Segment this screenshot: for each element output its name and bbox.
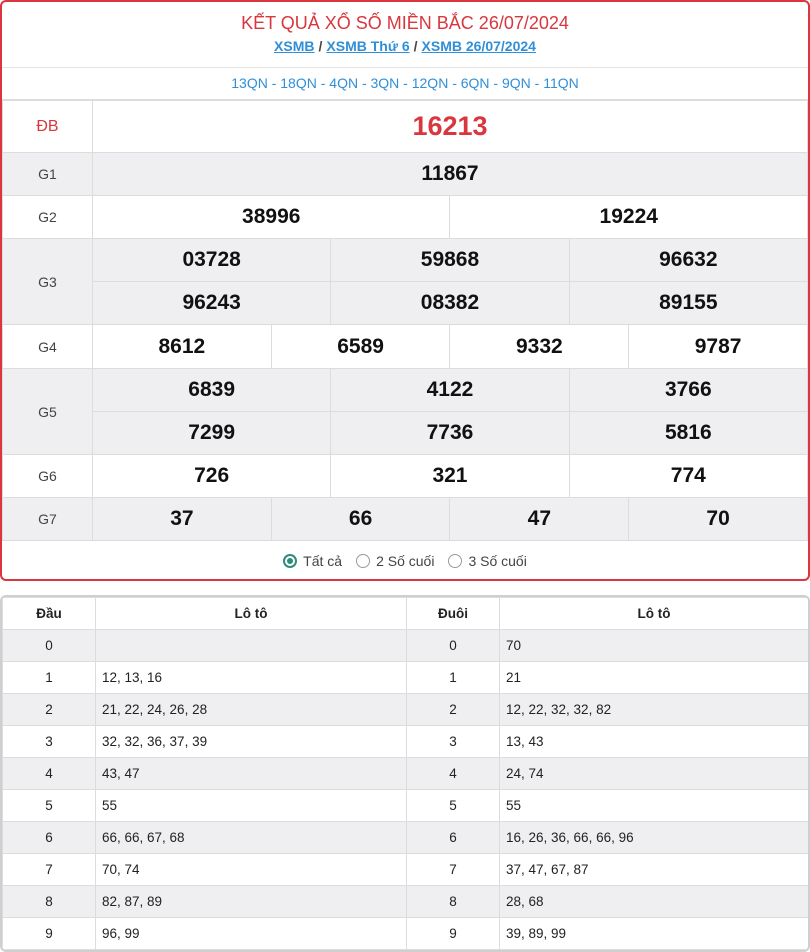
dau-cell: 7: [3, 854, 96, 886]
dau-cell: 5: [3, 790, 96, 822]
duoi-cell: 2: [407, 694, 500, 726]
duoi-loto-cell: 12, 22, 32, 32, 82: [500, 694, 809, 726]
prize-row-g6: [3, 455, 808, 498]
prize-number: 7299: [93, 412, 331, 455]
prize-number: 59868: [331, 239, 569, 282]
table-row: [3, 822, 809, 854]
loto-header-row: [3, 598, 809, 630]
duoi-loto-cell: 70: [500, 630, 809, 662]
breadcrumb-separator: /: [318, 38, 323, 54]
prize-number: 96243: [93, 282, 331, 325]
prize-number: 11867: [93, 153, 808, 196]
breadcrumb-xsmb-thu6[interactable]: XSMB Thứ 6: [326, 38, 410, 54]
prize-number: 774: [569, 455, 807, 498]
ticket-codes: 13QN - 18QN - 4QN - 3QN - 12QN - 6QN - 9QN - 11QN: [2, 68, 808, 100]
prize-row-g7: [3, 498, 808, 541]
breadcrumb-xsmb[interactable]: XSMB: [274, 38, 315, 54]
prize-row-g5: [3, 369, 808, 412]
duoi-cell: 9: [407, 918, 500, 950]
prize-number: 16213: [93, 101, 808, 153]
prize-number: 96632: [569, 239, 807, 282]
dau-cell: 8: [3, 886, 96, 918]
table-row: [3, 918, 809, 950]
prize-row-db: [3, 101, 808, 153]
prize-label: G5: [3, 369, 93, 455]
dau-loto-cell: 32, 32, 36, 37, 39: [96, 726, 407, 758]
prize-number: 4122: [331, 369, 569, 412]
prize-number: 8612: [93, 325, 272, 369]
prize-table: [2, 100, 808, 541]
prize-label: G1: [3, 153, 93, 196]
table-row: [3, 854, 809, 886]
duoi-cell: 6: [407, 822, 500, 854]
table-row: [3, 726, 809, 758]
filter-option-all[interactable]: [283, 553, 342, 569]
prize-number: 37: [93, 498, 272, 541]
dau-loto-cell: 55: [96, 790, 407, 822]
dau-cell: 9: [3, 918, 96, 950]
duoi-cell: 7: [407, 854, 500, 886]
dau-cell: 4: [3, 758, 96, 790]
filter-option-3-digits[interactable]: [448, 553, 526, 569]
prize-row-g1: [3, 153, 808, 196]
table-row: [3, 790, 809, 822]
prize-label: G2: [3, 196, 93, 239]
dau-loto-cell: 12, 13, 16: [96, 662, 407, 694]
duoi-cell: 0: [407, 630, 500, 662]
prize-number: 6839: [93, 369, 331, 412]
prize-row-g5b: [3, 412, 808, 455]
duoi-loto-cell: 24, 74: [500, 758, 809, 790]
prize-label: ĐB: [3, 101, 93, 153]
prize-number: 08382: [331, 282, 569, 325]
dau-cell: 2: [3, 694, 96, 726]
prize-number: 5816: [569, 412, 807, 455]
prize-number: 66: [271, 498, 450, 541]
table-row: [3, 630, 809, 662]
prize-label: G3: [3, 239, 93, 325]
loto-table: [2, 597, 809, 950]
duoi-loto-cell: 55: [500, 790, 809, 822]
dau-loto-cell: 82, 87, 89: [96, 886, 407, 918]
filter-option-2-digits[interactable]: [356, 553, 434, 569]
duoi-cell: 8: [407, 886, 500, 918]
prize-number: 6589: [271, 325, 450, 369]
radio-icon[interactable]: [356, 554, 370, 568]
duoi-loto-cell: 37, 47, 67, 87: [500, 854, 809, 886]
column-header-loto: Lô tô: [96, 598, 407, 630]
loto-panel: [0, 595, 810, 952]
prize-row-g3: [3, 239, 808, 282]
prize-label: G4: [3, 325, 93, 369]
dau-cell: 6: [3, 822, 96, 854]
filter-label: 2 Số cuối: [376, 553, 435, 569]
page-title: KẾT QUẢ XỔ SỐ MIỀN BẮC 26/07/2024: [241, 13, 569, 33]
duoi-cell: 3: [407, 726, 500, 758]
table-row: [3, 758, 809, 790]
radio-checked-icon[interactable]: [283, 554, 297, 568]
prize-number: 9787: [629, 325, 808, 369]
filter-label: 3 Số cuối: [468, 553, 527, 569]
prize-number: 321: [331, 455, 569, 498]
duoi-loto-cell: 13, 43: [500, 726, 809, 758]
loto-body: [3, 630, 809, 950]
prize-number: 89155: [569, 282, 807, 325]
duoi-cell: 5: [407, 790, 500, 822]
column-header-duoi: Đuôi: [407, 598, 500, 630]
prize-row-g2: [3, 196, 808, 239]
prize-number: 70: [629, 498, 808, 541]
prize-number: 38996: [93, 196, 450, 239]
prize-number: 03728: [93, 239, 331, 282]
duoi-loto-cell: 21: [500, 662, 809, 694]
prize-row-g3b: [3, 282, 808, 325]
breadcrumb-separator: /: [413, 38, 418, 54]
prize-number: 19224: [450, 196, 808, 239]
duoi-cell: 1: [407, 662, 500, 694]
filter-label: Tất cả: [303, 553, 343, 569]
dau-loto-cell: 66, 66, 67, 68: [96, 822, 407, 854]
table-row: [3, 886, 809, 918]
dau-loto-cell: 43, 47: [96, 758, 407, 790]
dau-cell: 1: [3, 662, 96, 694]
breadcrumb-xsmb-date[interactable]: XSMB 26/07/2024: [421, 38, 536, 54]
title-section: [2, 2, 808, 68]
duoi-loto-cell: 16, 26, 36, 66, 66, 96: [500, 822, 809, 854]
column-header-loto: Lô tô: [500, 598, 809, 630]
dau-loto-cell: 96, 99: [96, 918, 407, 950]
dau-loto-cell: [96, 630, 407, 662]
prize-number: 47: [450, 498, 629, 541]
prize-number: 7736: [331, 412, 569, 455]
prize-label: G6: [3, 455, 93, 498]
prize-label: G7: [3, 498, 93, 541]
prize-row-g4: [3, 325, 808, 369]
dau-loto-cell: 70, 74: [96, 854, 407, 886]
prize-number: 726: [93, 455, 331, 498]
breadcrumb: [2, 38, 808, 54]
radio-icon[interactable]: [448, 554, 462, 568]
column-header-dau: Đầu: [3, 598, 96, 630]
dau-cell: 3: [3, 726, 96, 758]
dau-cell: 0: [3, 630, 96, 662]
prize-number: 9332: [450, 325, 629, 369]
duoi-cell: 4: [407, 758, 500, 790]
table-row: [3, 662, 809, 694]
prize-number: 3766: [569, 369, 807, 412]
duoi-loto-cell: 39, 89, 99: [500, 918, 809, 950]
table-row: [3, 694, 809, 726]
duoi-loto-cell: 28, 68: [500, 886, 809, 918]
digit-filter: [2, 541, 808, 581]
dau-loto-cell: 21, 22, 24, 26, 28: [96, 694, 407, 726]
